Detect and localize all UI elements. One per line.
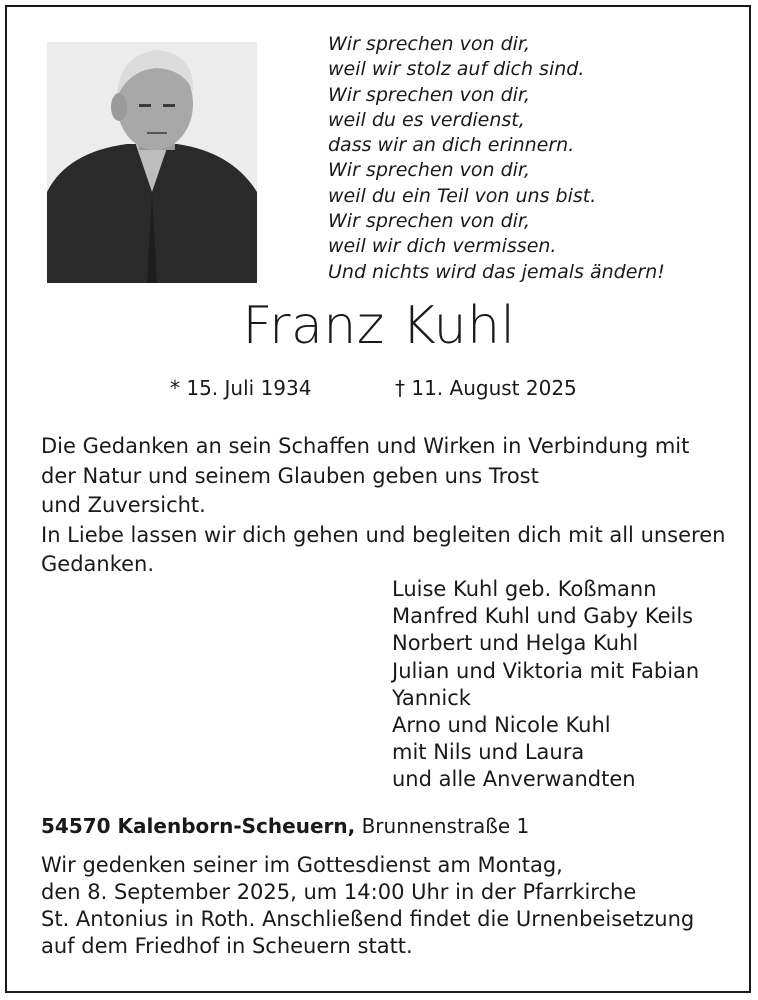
memorial-message bbox=[41, 432, 731, 580]
poem-line: Und nichts wird das jemals ändern! bbox=[328, 260, 665, 283]
mourner-entry: Manfred Kuhl und Gaby Keils bbox=[392, 604, 694, 629]
message-line: der Natur und seinem Glauben geben uns Trost bbox=[41, 463, 539, 488]
memorial-poem bbox=[328, 32, 728, 285]
poem-line: Wir sprechen von dir, bbox=[328, 33, 531, 55]
poem-line: Wir sprechen von dir, bbox=[328, 159, 531, 182]
poem-line: Wir sprechen von dir, bbox=[328, 210, 531, 233]
deceased-name: Franz Kuhl bbox=[242, 296, 516, 356]
mourner-entry: Luise Kuhl geb. Koßmann bbox=[392, 577, 657, 601]
death-date: † 11. August 2025 bbox=[395, 376, 577, 400]
mourner-entry: und alle Anverwandten bbox=[392, 767, 636, 792]
poem-line: Wir sprechen von dir, bbox=[328, 83, 531, 106]
address-line bbox=[41, 814, 529, 838]
mourner-entry: Julian und Viktoria mit Fabian bbox=[392, 658, 700, 683]
message-line: Gedanken. bbox=[41, 552, 155, 576]
message-line: In Liebe lassen wir dich gehen und begleiten dich mit all unseren bbox=[41, 522, 726, 547]
portrait-illustration bbox=[47, 42, 257, 283]
poem-line: weil du es verdienst, bbox=[328, 108, 525, 131]
service-line: St. Antonius in Roth. Anschließend findet die Urnenbeisetzung bbox=[41, 907, 695, 931]
service-line: den 8. September 2025, um 14:00 Uhr in der Pfarrkirche bbox=[41, 880, 637, 904]
address-street: Brunnenstraße 1 bbox=[361, 814, 530, 838]
poem-line: weil wir dich vermissen. bbox=[328, 235, 557, 258]
message-line: Die Gedanken an sein Schaffen und Wirken in Verbindung mit bbox=[41, 434, 690, 458]
poem-line: weil wir stolz auf dich sind. bbox=[328, 58, 585, 81]
birth-date: * 15. Juli 1934 bbox=[170, 376, 312, 400]
message-line: und Zuversicht. bbox=[41, 493, 206, 517]
mourners-list bbox=[392, 576, 742, 794]
mourner-entry: Yannick bbox=[392, 685, 471, 710]
mourner-entry: mit Nils und Laura bbox=[392, 740, 585, 765]
service-notice bbox=[41, 852, 741, 960]
service-line: auf dem Friedhof in Scheuern statt. bbox=[41, 934, 413, 958]
mourner-entry: Arno und Nicole Kuhl bbox=[392, 713, 611, 738]
address-city: 54570 Kalenborn-Scheuern, bbox=[41, 814, 356, 838]
portrait-photo bbox=[47, 42, 257, 283]
mourner-entry: Norbert und Helga Kuhl bbox=[392, 631, 639, 656]
poem-line: dass wir an dich erinnern. bbox=[328, 134, 575, 157]
poem-line: weil du ein Teil von uns bist. bbox=[328, 184, 597, 207]
service-line: Wir gedenken seiner im Gottesdienst am Montag, bbox=[41, 853, 563, 877]
